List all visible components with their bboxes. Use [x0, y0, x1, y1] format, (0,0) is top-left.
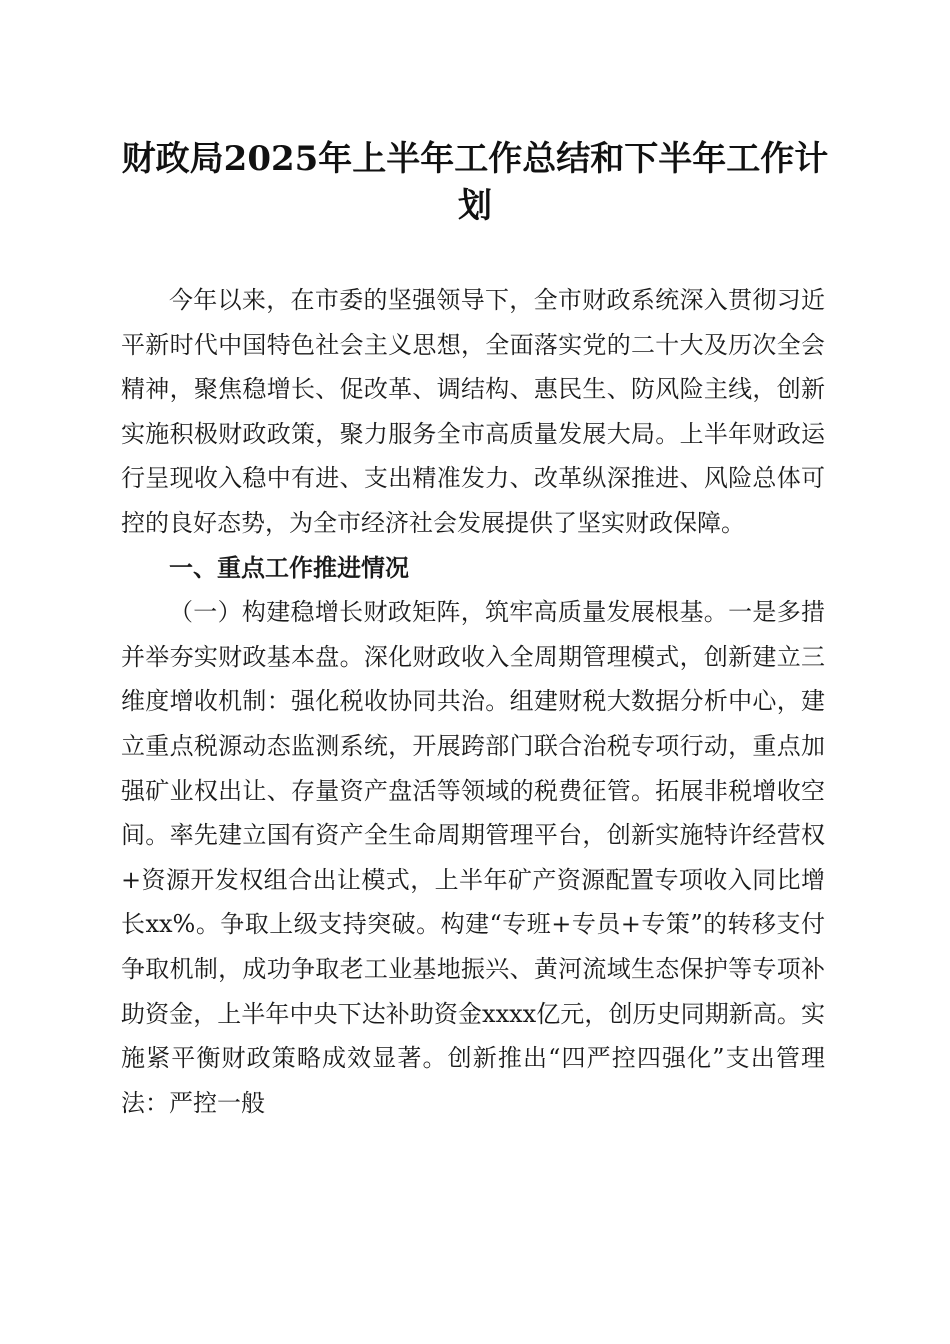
intro-paragraph: 今年以来，在市委的坚强领导下，全市财政系统深入贯彻习近平新时代中国特色社会主义思想，全面落实党的二十大及历次全会精神，聚焦稳增长、促改革、调结构、惠民生、防风险主线，创新实施积极财政政策，聚力服务全市高质量发展大局。上半年财政运行呈现收入稳中有进、支出精准发力、改革纵深推进、风险总体可控的良好态势，为全市经济社会发展提供了坚实财政保障。: [121, 286, 825, 537]
document-title: 财政局2025年上半年工作总结和下半年工作计划: [121, 139, 829, 226]
section-heading: 一、重点工作推进情况: [169, 553, 409, 582]
body-paragraph: （一）构建稳增长财政矩阵，筑牢高质量发展根基。一是多措并举夯实财政基本盘。深化财政收入全周期管理模式，创新建立三维度增收机制：强化税收协同共治。组建财税大数据分析中心，建立重点税源动态监测系统，开展跨部门联合治税专项行动，重点加强矿业权出让、存量资产盘活等领域的税费征管。拓展非税增收空间。率先建立国有资产全生命周期管理平台，创新实施特许经营权+资源开发权组合出让模式，上半年矿产资源配置专项收入同比增长xx%。争取上级支持突破。构建“专班+专员+专策”的转移支付争取机制，成功争取老工业基地振兴、黄河流域生态保护等专项补助资金，上半年中央下达补助资金xxxx亿元，创历史同期新高。实施紧平衡财政策略成效显著。创新推出“四严控四强化”支出管理法：严控一般: [121, 598, 825, 1117]
document-body: [121, 278, 825, 1125]
